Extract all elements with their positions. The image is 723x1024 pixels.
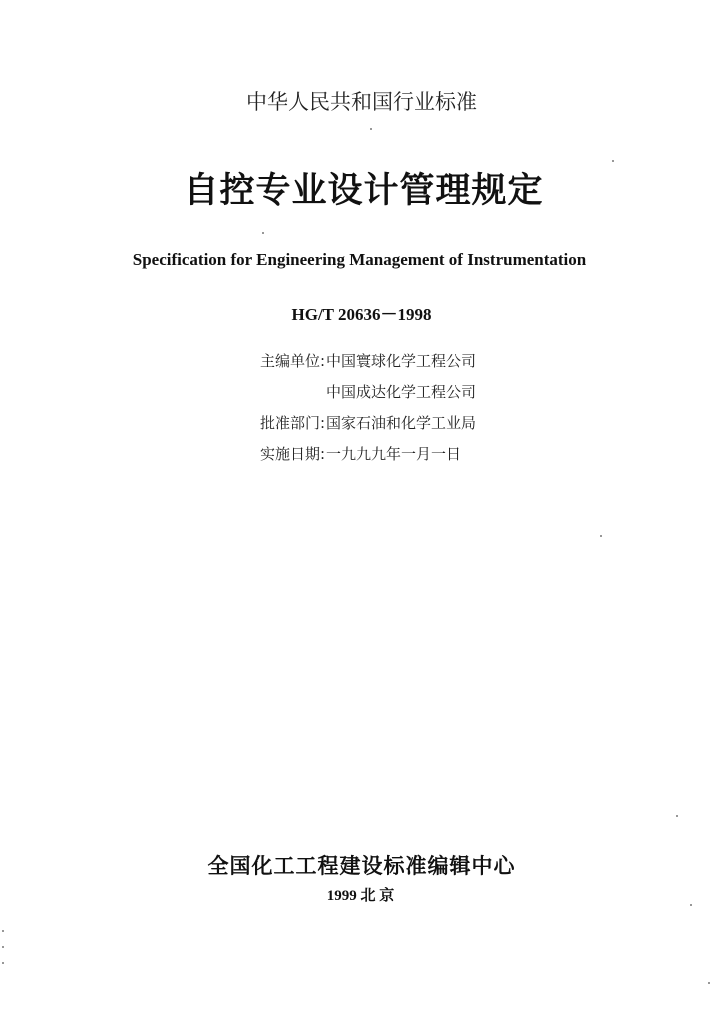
- date-label: 实施日期:: [260, 445, 326, 463]
- standard-category-header: 中华人民共和国行业标准: [246, 90, 477, 114]
- publish-year-city: 1999 北 京: [326, 888, 395, 904]
- approver-label: 批准部门:: [260, 414, 326, 432]
- scan-speck: [370, 128, 372, 130]
- scan-speck: [708, 982, 710, 984]
- approver-value: 国家石油和化学工业局: [326, 414, 477, 432]
- scan-speck: [262, 232, 264, 234]
- document-title: 自控专业设计管理规定: [183, 171, 544, 211]
- scan-speck: [676, 815, 678, 817]
- coeditor-value: 中国成达化学工程公司: [326, 383, 477, 401]
- date-value: 一九九九年一月一日: [326, 445, 462, 463]
- scan-speck: [2, 962, 4, 964]
- editor-label: 主编单位:: [260, 352, 326, 370]
- standard-number: HG/T 20636－1998: [291, 305, 432, 324]
- scan-speck: [612, 160, 614, 162]
- scan-speck: [2, 946, 4, 948]
- scan-speck: [2, 930, 4, 932]
- publisher-name: 全国化工工程建设标准编辑中心: [207, 854, 516, 878]
- editor-value: 中国寰球化学工程公司: [326, 352, 477, 370]
- scan-speck: [690, 904, 692, 906]
- scan-speck: [600, 535, 602, 537]
- english-title: Specification for Engineering Management of Instrumentation: [132, 250, 587, 269]
